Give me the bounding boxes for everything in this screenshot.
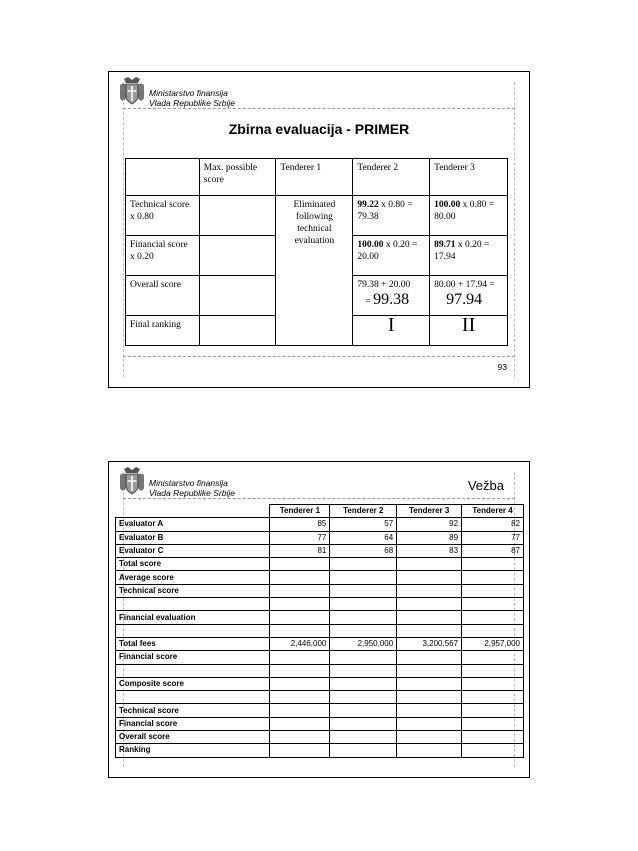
tenderer-2-technical-raw: 99.22	[357, 200, 379, 210]
tenderer-2-overall	[353, 276, 430, 316]
max-score-financial	[199, 236, 276, 276]
tenderer-1-cell	[270, 744, 330, 757]
max-score-technical	[199, 196, 276, 236]
header-tenderer-3: Tenderer 3	[397, 505, 462, 518]
header-divider	[123, 498, 515, 499]
table-row-technical	[126, 196, 508, 236]
footer-divider	[123, 356, 515, 357]
coat-of-arms-icon	[119, 76, 145, 106]
tenderer-3-cell	[397, 744, 462, 757]
equals-sign: =	[365, 297, 374, 307]
tenderer-4-cell	[462, 651, 524, 664]
tenderer-1-cell	[270, 651, 330, 664]
tenderer-2-cell	[330, 717, 397, 730]
tenderer-1-cell	[270, 611, 330, 624]
tenderer-4-cell	[462, 584, 524, 597]
table-row	[116, 664, 524, 677]
row-label-technical: Technical score x 0.80	[126, 196, 200, 236]
tenderer-3-financial	[430, 236, 508, 276]
tenderer-4-cell	[462, 744, 524, 757]
header-divider	[123, 108, 515, 109]
tenderer-2-cell	[330, 571, 397, 584]
row-label	[116, 624, 270, 637]
tenderer-2-financial-raw: 100.00	[357, 240, 384, 250]
tenderer-3-cell	[397, 677, 462, 690]
ministry-line-1: Ministarstvo finansija	[149, 88, 228, 98]
tenderer-2-overall-sum: 79.38 + 20.00	[357, 280, 411, 290]
tenderer-3-cell: 92	[397, 518, 462, 531]
row-label	[116, 691, 270, 704]
tenderer-4-cell	[462, 691, 524, 704]
row-label	[116, 598, 270, 611]
tenderer-1-eliminated-note: Eliminated following technical evaluation	[276, 196, 353, 346]
coat-of-arms-icon	[119, 466, 145, 496]
tenderer-2-financial-calc: x 0.20 = 20.00	[357, 240, 418, 262]
exercise-table-body	[116, 518, 524, 757]
tenderer-2-cell	[330, 598, 397, 611]
tenderer-2-cell	[330, 651, 397, 664]
tenderer-2-cell: 68	[330, 544, 397, 557]
tenderer-3-overall-value: 97.94	[446, 291, 483, 308]
table-row	[116, 717, 524, 730]
tenderer-4-cell: 2,957,000	[462, 637, 524, 650]
tenderer-3-cell	[397, 571, 462, 584]
tenderer-3-technical	[430, 196, 508, 236]
tenderer-3-rank: II	[430, 316, 508, 346]
tenderer-2-cell	[330, 677, 397, 690]
row-label: Financial evaluation	[116, 611, 270, 624]
evaluation-summary-table	[125, 158, 508, 346]
tenderer-1-cell: 85	[270, 518, 330, 531]
table-row	[116, 624, 524, 637]
tenderer-3-cell	[397, 651, 462, 664]
row-label: Average score	[116, 571, 270, 584]
table-row	[116, 518, 524, 531]
row-label-ranking: Final ranking	[126, 316, 200, 346]
max-score-ranking	[199, 316, 276, 346]
header-cell-empty	[116, 505, 270, 518]
row-label: Total score	[116, 558, 270, 571]
tenderer-4-cell	[462, 558, 524, 571]
row-label: Technical score	[116, 584, 270, 597]
table-row	[116, 598, 524, 611]
tenderer-2-cell: 57	[330, 518, 397, 531]
tenderer-3-cell: 83	[397, 544, 462, 557]
tenderer-3-cell	[397, 611, 462, 624]
tenderer-3-cell	[397, 558, 462, 571]
tenderer-1-cell	[270, 624, 330, 637]
tenderer-1-cell	[270, 598, 330, 611]
row-label-overall: Overall score	[126, 276, 200, 316]
tenderer-1-cell	[270, 731, 330, 744]
tenderer-2-cell: 2,950,000	[330, 637, 397, 650]
tenderer-1-cell	[270, 691, 330, 704]
row-label: Composite score	[116, 677, 270, 690]
table-row	[116, 531, 524, 544]
header-tenderer-4: Tenderer 4	[462, 505, 524, 518]
tenderer-2-cell	[330, 691, 397, 704]
tenderer-1-cell	[270, 571, 330, 584]
row-label	[116, 664, 270, 677]
tenderer-3-technical-calc: x 0.80 = 80.00	[434, 200, 495, 222]
tenderer-1-cell	[270, 664, 330, 677]
tenderer-4-cell	[462, 717, 524, 730]
slide-title: Vežba	[467, 478, 504, 493]
tenderer-1-cell	[270, 717, 330, 730]
tenderer-2-technical-calc: x 0.80 = 79.38	[357, 200, 413, 222]
tenderer-4-cell	[462, 664, 524, 677]
header-tenderer-1: Tenderer 1	[270, 505, 330, 518]
tenderer-2-cell: 64	[330, 531, 397, 544]
tenderer-4-cell	[462, 731, 524, 744]
row-label: Financial score	[116, 651, 270, 664]
tenderer-4-cell: 82	[462, 518, 524, 531]
ministry-line-1: Ministarstvo finansija	[149, 478, 228, 488]
tenderer-4-cell	[462, 677, 524, 690]
tenderer-3-financial-calc: x 0.20 = 17.94	[434, 240, 490, 262]
tenderer-2-cell	[330, 584, 397, 597]
row-label: Technical score	[116, 704, 270, 717]
tenderer-1-cell: 77	[270, 531, 330, 544]
table-row	[116, 731, 524, 744]
tenderer-2-cell	[330, 731, 397, 744]
page-number: 93	[497, 362, 507, 372]
tenderer-4-cell	[462, 598, 524, 611]
tenderer-3-financial-raw: 89.71	[434, 240, 456, 250]
ministry-name	[149, 478, 235, 498]
header-cell-empty	[126, 159, 200, 196]
table-row	[116, 691, 524, 704]
max-score-overall	[199, 276, 276, 316]
ministry-name	[149, 88, 235, 108]
tenderer-3-overall	[430, 276, 508, 316]
exercise-table	[115, 504, 524, 758]
table-row	[116, 611, 524, 624]
tenderer-4-cell: 87	[462, 544, 524, 557]
tenderer-4-cell	[462, 571, 524, 584]
table-row	[116, 677, 524, 690]
table-row	[116, 584, 524, 597]
tenderer-2-overall-value: 99.38	[373, 291, 410, 308]
ministry-line-2: Vlada Republike Srbije	[149, 488, 235, 498]
tenderer-2-rank: I	[353, 316, 430, 346]
table-row	[116, 558, 524, 571]
row-label: Evaluator A	[116, 518, 270, 531]
tenderer-1-cell: 81	[270, 544, 330, 557]
table-row	[116, 744, 524, 757]
header-tenderer-2: Tenderer 2	[330, 505, 397, 518]
table-row	[116, 571, 524, 584]
table-row	[116, 651, 524, 664]
row-label: Financial score	[116, 717, 270, 730]
tenderer-2-cell	[330, 664, 397, 677]
tenderer-3-cell	[397, 717, 462, 730]
table-header-row	[116, 505, 524, 518]
tenderer-4-cell	[462, 624, 524, 637]
tenderer-3-cell: 89	[397, 531, 462, 544]
tenderer-4-cell	[462, 704, 524, 717]
tenderer-1-cell: 2,446,000	[270, 637, 330, 650]
tenderer-2-financial	[353, 236, 430, 276]
tenderer-2-cell	[330, 744, 397, 757]
tenderer-3-technical-raw: 100.00	[434, 200, 461, 210]
tenderer-1-cell	[270, 558, 330, 571]
table-row	[116, 637, 524, 650]
table-header-row	[126, 159, 508, 196]
tenderer-2-technical	[353, 196, 430, 236]
row-label: Overall score	[116, 731, 270, 744]
header-tenderer-2: Tenderer 2	[353, 159, 430, 196]
tenderer-3-cell	[397, 704, 462, 717]
tenderer-3-cell	[397, 691, 462, 704]
ministry-line-2: Vlada Republike Srbije	[149, 98, 235, 108]
tenderer-1-cell	[270, 584, 330, 597]
tenderer-4-cell	[462, 611, 524, 624]
tenderer-2-cell	[330, 611, 397, 624]
row-label-financial: Financial score x 0.20	[126, 236, 200, 276]
row-label: Ranking	[116, 744, 270, 757]
slide-vezba	[108, 461, 530, 778]
tenderer-2-cell	[330, 704, 397, 717]
tenderer-2-cell	[330, 558, 397, 571]
tenderer-1-cell	[270, 704, 330, 717]
tenderer-2-cell	[330, 624, 397, 637]
tenderer-1-cell	[270, 677, 330, 690]
slide-primer	[108, 71, 530, 388]
row-label: Total fees	[116, 637, 270, 650]
row-label: Evaluator C	[116, 544, 270, 557]
table-row	[116, 704, 524, 717]
tenderer-3-cell	[397, 731, 462, 744]
tenderer-3-cell	[397, 664, 462, 677]
row-label: Evaluator B	[116, 531, 270, 544]
header-max-score: Max. possible score	[199, 159, 276, 196]
tenderer-3-cell	[397, 624, 462, 637]
tenderer-3-cell	[397, 584, 462, 597]
tenderer-3-cell: 3,200,567	[397, 637, 462, 650]
tenderer-3-cell	[397, 598, 462, 611]
header-tenderer-1: Tenderer 1	[276, 159, 353, 196]
table-row	[116, 544, 524, 557]
slide-title: Zbirna evaluacija - PRIMER	[228, 121, 410, 137]
tenderer-3-overall-sum: 80.00 + 17.94 =	[434, 280, 495, 290]
tenderer-4-cell: 77	[462, 531, 524, 544]
header-tenderer-3: Tenderer 3	[430, 159, 508, 196]
